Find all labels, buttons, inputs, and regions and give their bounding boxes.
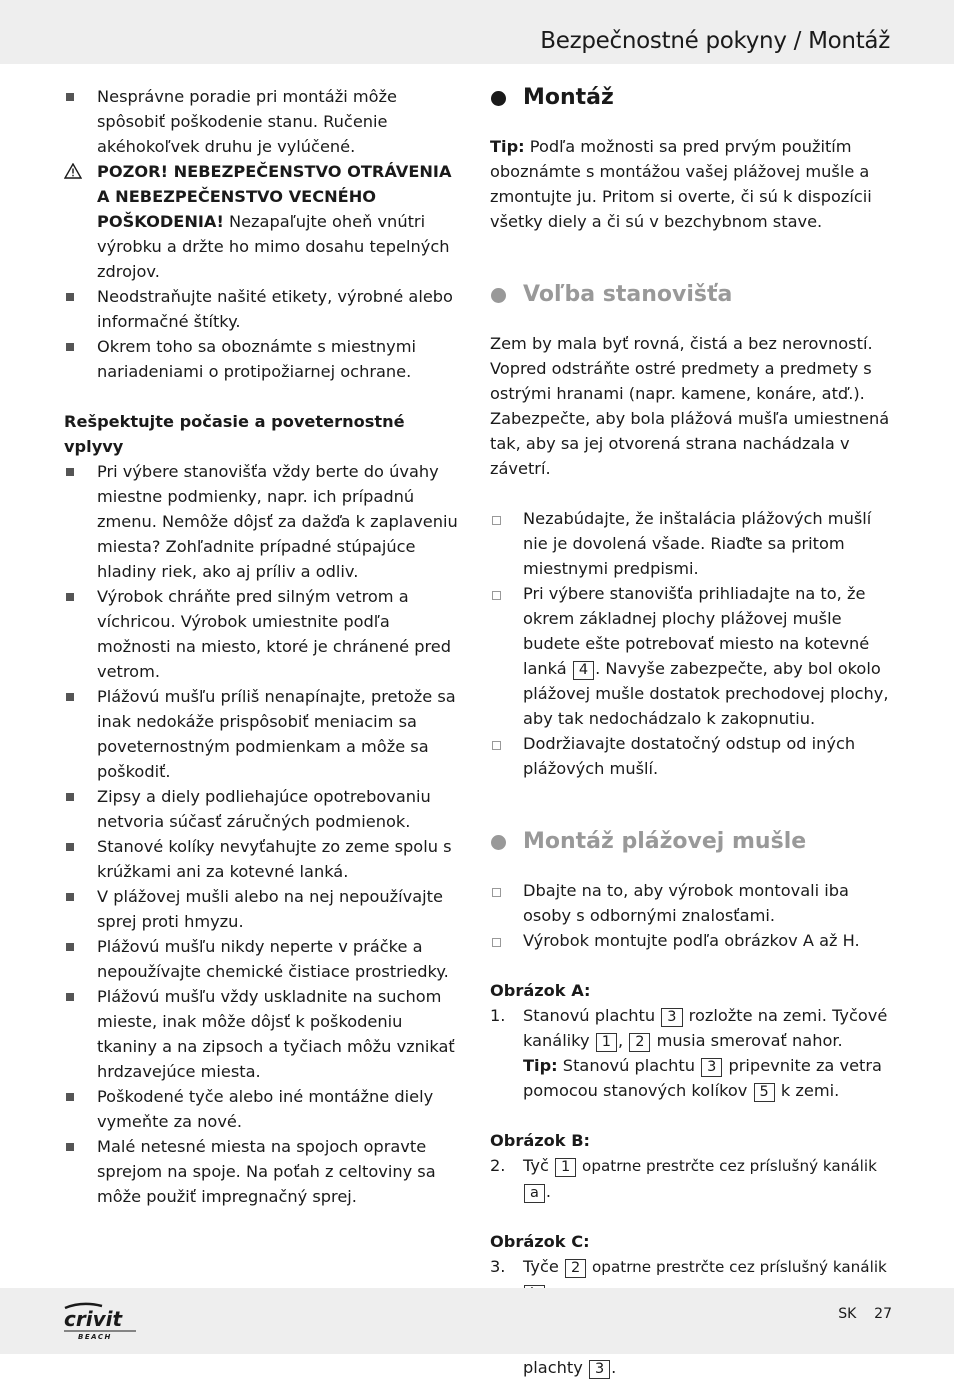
warning-text: Nezapaľujte oheň vnútri výrobku a držte ho mimo dosahu tepelných zdrojov.: [97, 212, 450, 281]
list-item: Plážovú mušľu vždy uskladnite na suchom mieste, inak môže dôjsť k poškodeniu tkaniny a na zipsoch a tyčiach môžu vznikať hrdzavejúce miesta.: [64, 984, 466, 1084]
hollow-square-bullet-icon: [492, 516, 501, 525]
bullet-dot-icon: [491, 288, 506, 303]
list-item: Pri výbere stanovišťa vždy berte do úvahy miestne podmienky, napr. ich prípadnú zmenu. Nemôže dôjsť za dažďa k zaplaveniu miesta? Zohľadnite prípadné stúpajúce hladiny riek, ako aj príliv a odliv.: [64, 459, 466, 584]
figure-c-heading: Obrázok C:: [490, 1232, 590, 1251]
hollow-square-bullet-icon: [492, 591, 501, 600]
volba-list: [490, 506, 895, 781]
right-column: [490, 84, 895, 1380]
hollow-square-bullet-icon: [492, 888, 501, 897]
square-bullet-icon: [66, 293, 74, 301]
bullet-dot-icon: [491, 91, 506, 106]
square-bullet-icon: [66, 893, 74, 901]
square-bullet-icon: [66, 468, 74, 476]
part-ref-box: 5: [754, 1083, 775, 1102]
list-item: Výrobok montujte podľa obrázkov A až H.: [490, 928, 895, 953]
page-title: Bezpečnostné pokyny / Montáž: [540, 28, 890, 54]
list-item: Nesprávne poradie pri montáži môže spôsobiť poškodenie stanu. Ručenie akéhokoľvek druhu je vylúčené.: [64, 84, 466, 159]
tip-paragraph: Tip: Podľa možnosti sa pred prvým použitím oboznámte s montážou vašej plážovej mušle a zmontujte ju. Pritom si overte, či sú k dispozícii všetky diely a či sú v bezchybnom stave.: [490, 137, 872, 231]
svg-text:crivit: crivit: [64, 1307, 123, 1331]
part-ref-box: 4: [573, 661, 594, 680]
square-bullet-icon: [66, 943, 74, 951]
list-item: Pri výbere stanovišťa prihliadajte na to, že okrem základnej plochy plážovej mušle budete ešte potrebovať miesto na kotevné lanká 4 . Navyše zabezpečte, aby bol okolo plážovej mušle dostatok prechodovej plochy, aby tak nedochádzalo k zakopnutiu.: [490, 581, 895, 731]
list-item: V plážovej mušli alebo na nej nepoužívajte sprej proti hmyzu.: [64, 884, 466, 934]
language-code: SK: [838, 1306, 857, 1322]
list-item: Neodstraňujte našité etikety, výrobné alebo informačné štítky.: [64, 284, 466, 334]
step-item: 1. Stanovú plachtu 3 rozložte na zemi. Tyčové kanáliky 1 , 2 musia smerovať nahor. Tip: Stanovú plachtu 3 pripevnite za vetra pomocou stanových kolíkov 5 k zemi.: [490, 1006, 888, 1100]
part-ref-box: a: [524, 1184, 545, 1203]
part-ref-box: 1: [555, 1158, 576, 1177]
montaz-heading: Montáž: [490, 84, 895, 112]
square-bullet-icon: [66, 1093, 74, 1101]
list-item: Zipsy a diely podliehajúce opotrebovaniu netvoria súčasť záručných podmienok.: [64, 784, 466, 834]
part-ref-box: 2: [565, 1259, 586, 1278]
list-item: Plážovú mušľu nikdy neperte v práčke a nepoužívajte chemické čistiace prostriedky.: [64, 934, 466, 984]
svg-text:BEACH: BEACH: [78, 1333, 112, 1340]
warning-item: [64, 159, 466, 284]
figure-b-steps: [490, 1153, 895, 1204]
list-item: Stanové kolíky nevyťahujte zo zeme spolu s krúžkami ani za kotevné lanká.: [64, 834, 466, 884]
square-bullet-icon: [66, 843, 74, 851]
montaz2-heading: Montáž plážovej mušle: [490, 828, 895, 856]
hollow-square-bullet-icon: [492, 741, 501, 750]
left-column: [64, 84, 466, 1209]
safety-list: [64, 84, 466, 384]
list-item: Malé netesné miesta na spojoch opravte sprejom na spoje. Na poťah z celtoviny sa môže použiť impregnačný sprej.: [64, 1134, 466, 1209]
figure-b-heading: Obrázok B:: [490, 1131, 591, 1150]
crivit-beach-logo: [62, 1300, 142, 1344]
page-number-value: 27: [874, 1306, 892, 1322]
page-number: [838, 1306, 892, 1322]
page-footer: [0, 1288, 954, 1354]
list-item: Poškodené tyče alebo iné montážne diely vymeňte za nové.: [64, 1084, 466, 1134]
list-item: Dbajte na to, aby výrobok montovali iba osoby s odbornými znalosťami.: [490, 878, 895, 928]
figure-a-heading: Obrázok A:: [490, 981, 591, 1000]
step-item: 2. Tyč 1 opatrne prestrčte cez príslušný kanálik a .: [490, 1156, 877, 1201]
square-bullet-icon: [66, 793, 74, 801]
list-item: Nezabúdajte, že inštalácia plážových mušlí nie je dovolená všade. Riaďte sa pritom miestnymi predpismi.: [490, 506, 895, 581]
list-item: Dodržiavajte dostatočný odstup od iných plážových mušlí.: [490, 731, 895, 781]
list-item: Výrobok chráňte pred silným vetrom a víchricou. Výrobok umiestnite podľa možnosti na miesto, ktoré je chránené pred vetrom.: [64, 584, 466, 684]
figure-a-steps: [490, 1003, 895, 1103]
square-bullet-icon: [66, 1143, 74, 1151]
list-item: Okrem toho sa oboznámte s miestnymi nariadeniami o protipožiarnej ochrane.: [64, 334, 466, 384]
montaz2-list: [490, 878, 895, 953]
volba-paragraph: Zem by mala byť rovná, čistá a bez nerovností. Vopred odstráňte ostré predmety a predmety s ostrými hranami (napr. kamene, konáre, atď.). Zabezpečte, aby bola plážová mušľa umiestnená tak, aby sa jej otvorená strana nachádzala v závetrí.: [490, 334, 890, 478]
weather-list: [64, 459, 466, 1209]
square-bullet-icon: [66, 693, 74, 701]
square-bullet-icon: [66, 343, 74, 351]
step-item: 3. Tyče 2 opatrne prestrčte cez príslušný kanálik: [490, 1254, 895, 1305]
volba-heading: Voľba stanovišťa: [490, 281, 895, 309]
weather-heading: Rešpektujte počasie a poveternostné vplyvy: [64, 412, 405, 456]
part-ref-box: 3: [589, 1360, 610, 1379]
part-ref-box: 1: [596, 1033, 617, 1052]
bullet-dot-icon: [491, 835, 506, 850]
list-item: Plážovú mušľu príliš nenapínajte, pretože sa inak nedokáže prispôsobiť meniacim sa poveternostným podmienkam a môže sa poškodiť.: [64, 684, 466, 784]
step-item: plachty 3 .: [490, 1305, 895, 1380]
square-bullet-icon: [66, 993, 74, 1001]
page-header: [0, 0, 954, 64]
part-ref-box: 2: [629, 1033, 650, 1052]
warning-triangle-icon: [64, 161, 82, 186]
part-ref-box: 3: [701, 1058, 722, 1077]
warning-title: POZOR! NEBEZPEČENSTVO OTRÁVENIA A NEBEZPEČENSTVO VECNÉHO POŠKODENIA!: [97, 162, 452, 231]
hollow-square-bullet-icon: [492, 938, 501, 947]
part-ref-box: 3: [661, 1008, 682, 1027]
square-bullet-icon: [66, 93, 74, 101]
square-bullet-icon: [66, 593, 74, 601]
